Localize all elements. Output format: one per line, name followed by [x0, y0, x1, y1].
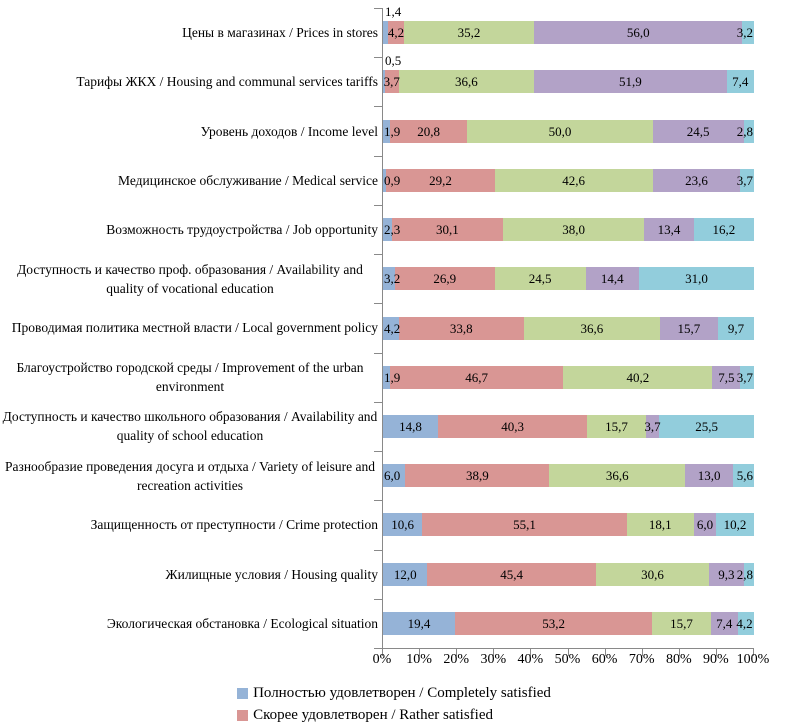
segment-value-label: 6,0	[696, 517, 714, 533]
bar-segment	[736, 21, 754, 44]
bar-segment	[438, 415, 588, 438]
segment-value-label: 55,1	[513, 517, 536, 533]
x-axis-tick-label: 70%	[628, 652, 655, 667]
category-axis-tick	[374, 156, 382, 157]
x-axis-tick-label: 20%	[443, 652, 470, 667]
category-label-text: Доступность и качество проф. образования / Availability and quality of vocational education	[17, 261, 363, 296]
category-axis-tick	[374, 648, 382, 649]
bar-segment	[586, 267, 639, 290]
segment-value-label: 2,8	[736, 566, 753, 582]
bar-segment	[694, 218, 754, 241]
bar-segment	[736, 366, 754, 389]
category-axis-tick	[374, 106, 382, 107]
bar-row	[383, 317, 754, 340]
bar-segment	[422, 513, 626, 536]
bar-segment	[385, 70, 399, 93]
x-axis-tick-label: 0%	[372, 652, 392, 667]
bar-segment	[587, 415, 645, 438]
category-label-text: Цены в магазинах / Prices in stores	[182, 25, 378, 41]
bar-row	[383, 21, 754, 44]
bar-segment	[596, 563, 709, 586]
segment-value-label: 18,1	[648, 517, 672, 533]
segment-value-label: 20,8	[417, 123, 440, 139]
callout-value-label: 1,4	[385, 4, 402, 20]
segment-value-label: 31,0	[685, 271, 708, 287]
category-labels	[2, 8, 378, 648]
category-axis-tick	[374, 8, 382, 9]
bar-segment	[524, 317, 660, 340]
category-label-text: Уровень доходов / Income level	[200, 123, 378, 139]
bar-row	[383, 415, 754, 438]
segment-value-label: 7,4	[732, 74, 749, 90]
segment-value-label: 23,6	[685, 172, 708, 188]
category-label	[2, 57, 378, 106]
bar-row	[383, 120, 754, 143]
segment-value-label: 3,7	[736, 369, 753, 385]
x-axis-tick-label: 90%	[703, 652, 729, 667]
segment-value-label: 3,2	[736, 25, 753, 41]
segment-value-label: 5,6	[736, 468, 753, 484]
segment-value-label: 35,2	[457, 25, 481, 41]
category-axis-tick	[374, 205, 382, 206]
bar-segment	[736, 563, 754, 586]
bar-segment	[716, 513, 754, 536]
segment-value-label: 50,0	[548, 123, 572, 139]
category-label	[2, 254, 378, 303]
bar-segment	[383, 513, 422, 536]
bar-segment	[653, 169, 741, 192]
segment-value-label: 1,9	[384, 369, 401, 385]
segment-value-label: 45,4	[500, 566, 523, 582]
bar-segment	[405, 464, 549, 487]
legend-swatch-icon	[237, 710, 248, 721]
segment-value-label: 25,5	[695, 418, 719, 434]
bar-row	[383, 70, 754, 93]
segment-value-label: 4,2	[736, 615, 753, 631]
bar-segment	[694, 513, 716, 536]
category-axis-tick	[374, 550, 382, 551]
bar-segment	[386, 169, 494, 192]
legend-label: Полностью удовлетворен / Completely satisfied	[253, 684, 551, 701]
legend-items	[237, 682, 551, 726]
segment-value-label: 56,0	[626, 25, 650, 41]
segment-value-label: 3,7	[383, 74, 400, 90]
segment-value-label: 38,9	[465, 468, 489, 484]
category-label	[2, 106, 378, 155]
bar-segment	[733, 464, 754, 487]
bar-segment	[427, 563, 595, 586]
category-axis-tick	[374, 353, 382, 354]
bar-segment	[383, 218, 401, 241]
bar-row	[383, 563, 754, 586]
segment-value-label: 10,2	[723, 517, 747, 533]
x-axis-tick-label: 30%	[480, 652, 507, 667]
bar-segment	[399, 317, 524, 340]
bar-segment	[718, 317, 754, 340]
category-axis-tick	[374, 57, 382, 58]
bar-segment	[455, 612, 652, 635]
bar-segment	[390, 366, 563, 389]
segment-value-label: 7,4	[716, 615, 733, 631]
segment-value-label: 30,6	[641, 566, 664, 582]
category-label	[2, 156, 378, 205]
category-label-text: Доступность и качество школьного образования / Availability and quality of school education	[2, 409, 378, 444]
segment-value-label: 4,2	[387, 25, 405, 41]
segment-value-label: 36,6	[605, 468, 629, 484]
segment-value-label: 13,0	[697, 468, 721, 484]
segment-value-label: 19,4	[407, 615, 431, 631]
segment-value-label: 6,0	[384, 468, 401, 484]
plot-area	[382, 4, 753, 648]
category-label-text: Жилищные условия / Housing quality	[165, 566, 378, 582]
category-axis-tick	[374, 599, 382, 600]
bar-segment	[659, 415, 754, 438]
category-label-text: Экологическая обстановка / Ecological situation	[106, 615, 378, 631]
bar-segment	[736, 120, 754, 143]
segment-value-label: 36,6	[455, 74, 478, 90]
legend-swatch-icon	[237, 688, 248, 699]
bar-segment	[711, 612, 738, 635]
category-label	[2, 500, 378, 549]
bar-segment	[383, 120, 401, 143]
x-axis-tick-label: 40%	[517, 652, 544, 667]
bar-segment	[467, 120, 653, 143]
segment-value-label: 9,3	[718, 566, 735, 582]
category-label	[2, 550, 378, 599]
bar-segment	[395, 267, 495, 290]
bar-segment	[563, 366, 712, 389]
x-axis-tick-label: 80%	[665, 652, 692, 667]
category-label	[2, 599, 378, 648]
segment-value-label: 24,5	[686, 123, 710, 139]
segment-value-label: 7,5	[718, 369, 735, 385]
x-axis-tick-label: 60%	[591, 652, 618, 667]
segment-value-label: 9,7	[727, 320, 745, 336]
bar-segment	[627, 513, 694, 536]
segment-value-label: 24,5	[528, 271, 552, 287]
segment-value-label: 40,2	[626, 369, 650, 385]
segment-value-label: 13,4	[657, 222, 681, 238]
segment-value-label: 30,1	[435, 222, 459, 238]
segment-value-label: 40,3	[501, 418, 525, 434]
category-axis-tick	[374, 402, 382, 403]
bar-row	[383, 366, 754, 389]
segment-value-label: 4,2	[384, 320, 401, 336]
bar-segment	[495, 267, 586, 290]
category-label	[2, 8, 378, 57]
bar-segment	[383, 415, 438, 438]
segment-value-label: 3,7	[736, 172, 753, 188]
segment-value-label: 38,0	[562, 222, 586, 238]
segment-value-label: 1,9	[384, 123, 401, 139]
segment-value-label: 51,9	[619, 74, 642, 90]
category-label-text: Возможность трудоустройства / Job opportunity	[106, 222, 378, 238]
bar-segment	[653, 120, 744, 143]
bar-segment	[738, 612, 754, 635]
bar-segment	[383, 317, 399, 340]
segment-value-label: 3,7	[644, 418, 661, 434]
category-label	[2, 402, 378, 451]
segment-value-label: 36,6	[580, 320, 604, 336]
segment-value-label: 46,7	[465, 369, 489, 385]
bar-segment	[727, 70, 754, 93]
category-label	[2, 205, 378, 254]
category-label-text: Разнообразие проведения досуга и отдыха / Variety of leisure and recreation activities	[5, 458, 375, 493]
segment-value-label: 16,2	[712, 222, 736, 238]
category-label	[2, 451, 378, 500]
bar-segment	[534, 70, 726, 93]
segment-value-label: 10,6	[391, 517, 415, 533]
category-label-text: Медицинское обслуживание / Medical service	[118, 172, 378, 188]
category-label-text: Тарифы ЖКХ / Housing and communal services tariffs	[76, 74, 378, 90]
category-axis-tick	[374, 451, 382, 452]
segment-value-label: 2,3	[384, 222, 401, 238]
x-axis-tick-label: 50%	[554, 652, 581, 667]
bar-row	[383, 169, 754, 192]
bar-segment	[652, 612, 710, 635]
segment-value-label: 15,7	[605, 418, 628, 434]
legend-item	[237, 682, 551, 704]
bar-row	[383, 513, 754, 536]
bar-segment	[660, 317, 718, 340]
segment-value-label: 29,2	[429, 172, 452, 188]
category-label-text: Проводимая политика местной власти / Local government policy	[11, 320, 378, 336]
segment-value-label: 12,0	[393, 566, 417, 582]
segment-value-label: 3,2	[384, 271, 401, 287]
segment-value-label: 0,9	[384, 172, 401, 188]
bar-segment	[646, 415, 660, 438]
x-axis-tick-label: 100%	[736, 652, 770, 667]
legend	[0, 682, 788, 726]
bar-segment	[503, 218, 644, 241]
bar-row	[383, 464, 754, 487]
x-axis-tick-labels	[372, 652, 788, 672]
segment-value-label: 26,9	[433, 271, 457, 287]
category-label-text: Защищенность от преступности / Crime protection	[90, 517, 378, 533]
bar-segment	[388, 21, 404, 44]
bar-segment	[404, 21, 535, 44]
segment-value-label: 53,2	[542, 615, 566, 631]
bar-row	[383, 267, 754, 290]
segment-value-label: 15,7	[670, 615, 693, 631]
category-label	[2, 303, 378, 352]
x-axis-tick-label: 10%	[406, 652, 432, 667]
category-axis-tick	[374, 303, 382, 304]
bar-segment	[549, 464, 685, 487]
bar-segment	[383, 464, 405, 487]
bar-segment	[495, 169, 653, 192]
category-axis-tick	[374, 500, 382, 501]
bar-segment	[383, 366, 401, 389]
segment-value-label: 2,8	[736, 123, 753, 139]
bar-segment	[639, 267, 754, 290]
bar-segment	[644, 218, 694, 241]
bar-segment	[390, 120, 467, 143]
bar-segment	[392, 218, 504, 241]
bar-segment	[383, 612, 455, 635]
legend-item	[237, 704, 493, 726]
category-axis-tick	[374, 254, 382, 255]
bar-segment	[534, 21, 742, 44]
legend-label: Скорее удовлетворен / Rather satisfied	[253, 706, 493, 723]
segment-value-label: 14,4	[600, 271, 624, 287]
category-label-text: Благоустройство городской среды / Improvement of the urban environment	[16, 360, 364, 395]
bar-segment	[685, 464, 733, 487]
bar-segment	[399, 70, 535, 93]
bar-row	[383, 218, 754, 241]
category-label	[2, 353, 378, 402]
segment-value-label: 42,6	[562, 172, 586, 188]
segment-value-label: 33,8	[449, 320, 473, 336]
bar-row	[383, 612, 754, 635]
segment-value-label: 14,8	[399, 418, 422, 434]
segment-value-label: 15,7	[677, 320, 701, 336]
callout-value-label: 0,5	[385, 53, 402, 69]
bar-segment	[383, 267, 401, 290]
bar-segment	[383, 563, 427, 586]
bar-segment	[736, 169, 754, 192]
